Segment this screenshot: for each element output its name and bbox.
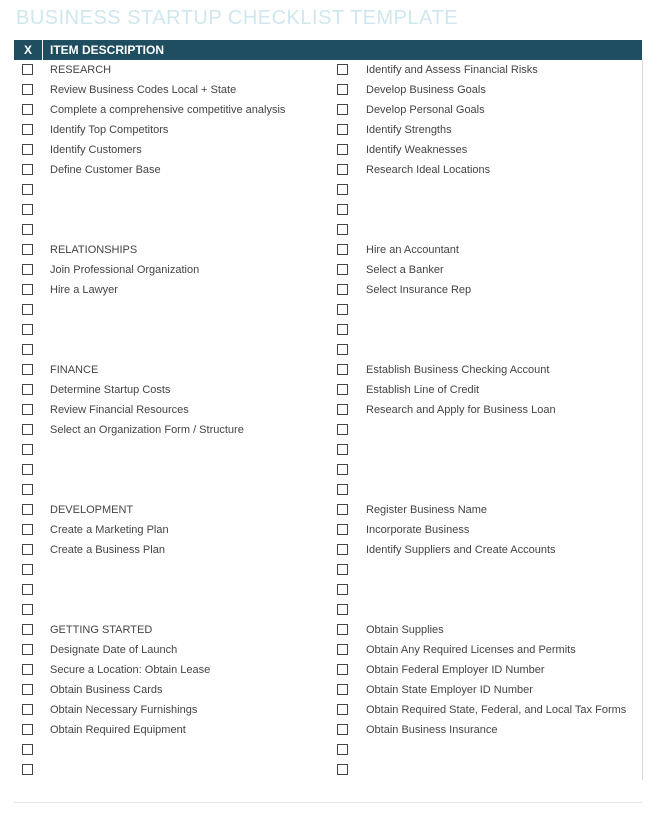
left-item-label: Review Business Codes Local + State [50, 84, 237, 96]
right-item-label: Obtain Required State, Federal, and Local Tax Forms [366, 704, 627, 716]
checklist-row [14, 300, 330, 320]
left-item-label: FINANCE [50, 364, 99, 376]
checklist-row [14, 680, 330, 700]
checkbox[interactable] [22, 544, 33, 555]
checkbox[interactable] [337, 724, 348, 735]
checklist-row [330, 320, 642, 340]
checkbox[interactable] [337, 164, 348, 175]
left-item-label: DEVELOPMENT [50, 504, 134, 516]
left-item-label: Obtain Necessary Furnishings [50, 704, 198, 716]
checklist-row [14, 180, 330, 200]
checkbox[interactable] [22, 584, 33, 595]
checklist-row [14, 740, 330, 760]
checkbox[interactable] [22, 384, 33, 395]
checkbox[interactable] [22, 624, 33, 635]
checkbox[interactable] [22, 764, 33, 775]
checklist-row [14, 340, 330, 360]
left-item-label: Identify Top Competitors [50, 124, 169, 136]
checklist-row [14, 540, 330, 560]
checklist-row [330, 60, 642, 80]
page-title: BUSINESS STARTUP CHECKLIST TEMPLATE [16, 7, 459, 29]
checklist-row [330, 400, 642, 420]
checkbox[interactable] [337, 384, 348, 395]
checklist-row [14, 580, 330, 600]
checkbox[interactable] [337, 664, 348, 675]
left-item-label: Create a Business Plan [50, 544, 165, 556]
header-item-description: ITEM DESCRIPTION [50, 43, 165, 57]
checkbox[interactable] [337, 564, 348, 575]
checklist-row [330, 580, 642, 600]
checkbox[interactable] [22, 504, 33, 515]
checkbox[interactable] [337, 244, 348, 255]
checkbox[interactable] [337, 224, 348, 235]
checklist-row [330, 340, 642, 360]
checklist-row [330, 760, 642, 780]
checkbox[interactable] [22, 684, 33, 695]
checkbox[interactable] [337, 184, 348, 195]
checkbox[interactable] [22, 604, 33, 615]
checkbox[interactable] [22, 644, 33, 655]
checkbox[interactable] [22, 484, 33, 495]
checklist-row [14, 660, 330, 680]
right-item-label: Establish Business Checking Account [366, 364, 550, 376]
checklist-row [14, 620, 330, 640]
checklist-row [14, 600, 330, 620]
checkbox[interactable] [22, 464, 33, 475]
checkbox[interactable] [337, 424, 348, 435]
checklist-row [14, 700, 330, 720]
checkbox[interactable] [22, 244, 33, 255]
right-item-label: Select Insurance Rep [366, 284, 472, 296]
right-item-label: Obtain Federal Employer ID Number [366, 664, 545, 676]
checkbox[interactable] [22, 524, 33, 535]
checklist-row [330, 620, 642, 640]
right-item-label: Obtain Any Required Licenses and Permits [366, 644, 576, 656]
checklist-row [330, 420, 642, 440]
checklist-row [330, 300, 642, 320]
right-item-label: Obtain Supplies [366, 624, 444, 636]
checklist-row [14, 100, 330, 120]
checklist-row [330, 740, 642, 760]
checklist-row [14, 560, 330, 580]
checklist-row [330, 160, 642, 180]
left-item-label: Obtain Required Equipment [50, 724, 186, 736]
checkbox[interactable] [337, 484, 348, 495]
checklist-row [330, 260, 642, 280]
checklist-row [330, 440, 642, 460]
checkbox[interactable] [337, 524, 348, 535]
checkbox[interactable] [22, 404, 33, 415]
checklist-row [330, 360, 642, 380]
checkbox[interactable] [22, 184, 33, 195]
checkbox[interactable] [337, 544, 348, 555]
checklist-row [330, 80, 642, 100]
checklist-row [330, 480, 642, 500]
checklist-row [330, 180, 642, 200]
right-item-label: Register Business Name [366, 504, 488, 516]
checklist-row [330, 600, 642, 620]
checklist-row [330, 680, 642, 700]
checkbox[interactable] [22, 424, 33, 435]
checklist-row [330, 460, 642, 480]
left-item-label: Select an Organization Form / Structure [50, 424, 244, 436]
checklist-row [330, 140, 642, 160]
checklist-row [14, 80, 330, 100]
checklist-row [14, 720, 330, 740]
checkbox[interactable] [337, 624, 348, 635]
checklist-right-column [330, 60, 643, 780]
checklist-row [330, 120, 642, 140]
checkbox[interactable] [337, 764, 348, 775]
checklist-row [14, 400, 330, 420]
checkbox[interactable] [337, 604, 348, 615]
checklist-row [14, 460, 330, 480]
checkbox[interactable] [22, 64, 33, 75]
left-item-label: Identify Customers [50, 144, 142, 156]
right-item-label: Develop Personal Goals [366, 104, 485, 116]
right-item-label: Identify Suppliers and Create Accounts [366, 544, 556, 556]
checkbox[interactable] [337, 144, 348, 155]
left-item-label: Hire a Lawyer [50, 284, 118, 296]
checkbox[interactable] [337, 704, 348, 715]
checklist-row [330, 720, 642, 740]
checkbox[interactable] [337, 504, 348, 515]
checkbox[interactable] [337, 304, 348, 315]
checkbox[interactable] [337, 444, 348, 455]
left-item-label: GETTING STARTED [50, 624, 153, 636]
header-check-column: X [14, 40, 43, 60]
checkbox[interactable] [22, 84, 33, 95]
checklist-row [14, 260, 330, 280]
checklist-row [330, 640, 642, 660]
checklist-row [14, 360, 330, 380]
left-item-label: Obtain Business Cards [50, 684, 163, 696]
table-header [14, 40, 642, 60]
checkbox[interactable] [22, 444, 33, 455]
checkbox[interactable] [22, 664, 33, 675]
checklist-row [330, 540, 642, 560]
bottom-divider [14, 802, 642, 803]
left-item-label: Determine Startup Costs [50, 384, 171, 396]
checklist-row [14, 760, 330, 780]
right-item-label: Establish Line of Credit [366, 384, 480, 396]
checkbox[interactable] [337, 404, 348, 415]
right-item-label: Research and Apply for Business Loan [366, 404, 556, 416]
checklist-row [14, 60, 330, 80]
right-item-label: Incorporate Business [366, 524, 470, 536]
left-item-label: Join Professional Organization [50, 264, 200, 276]
right-item-label: Research Ideal Locations [366, 164, 491, 176]
checklist-row [330, 200, 642, 220]
checkbox[interactable] [22, 164, 33, 175]
checklist-row [330, 660, 642, 680]
checkbox[interactable] [22, 144, 33, 155]
checklist-row [14, 440, 330, 460]
left-item-label: Designate Date of Launch [50, 644, 178, 656]
checkbox[interactable] [337, 364, 348, 375]
checkbox[interactable] [22, 204, 33, 215]
checklist-row [14, 240, 330, 260]
checklist-row [14, 160, 330, 180]
right-item-label: Develop Business Goals [366, 84, 486, 96]
checklist-row [330, 500, 642, 520]
checklist-row [330, 560, 642, 580]
checkbox[interactable] [22, 324, 33, 335]
checkbox[interactable] [337, 324, 348, 335]
left-item-label: Complete a comprehensive competitive analysis [50, 104, 286, 116]
checklist-row [14, 200, 330, 220]
checkbox[interactable] [22, 104, 33, 115]
left-item-label: RESEARCH [50, 64, 112, 76]
checklist-row [14, 380, 330, 400]
checkbox[interactable] [22, 124, 33, 135]
checkbox[interactable] [337, 64, 348, 75]
right-item-label: Select a Banker [366, 264, 444, 276]
checkbox[interactable] [337, 124, 348, 135]
right-item-label: Hire an Accountant [366, 244, 459, 256]
checkbox[interactable] [22, 264, 33, 275]
checkbox[interactable] [337, 84, 348, 95]
right-item-label: Identify Strengths [366, 124, 452, 136]
checkbox[interactable] [22, 344, 33, 355]
checklist-row [14, 640, 330, 660]
checklist-row [330, 380, 642, 400]
checklist-row [14, 420, 330, 440]
checkbox[interactable] [22, 724, 33, 735]
checklist-row [330, 280, 642, 300]
right-item-label: Obtain Business Insurance [366, 724, 498, 736]
checkbox[interactable] [337, 744, 348, 755]
checklist-row [330, 100, 642, 120]
checklist-row [330, 520, 642, 540]
checklist-row [14, 500, 330, 520]
right-item-label: Identify and Assess Financial Risks [366, 64, 538, 76]
checklist-row [14, 120, 330, 140]
checklist-row [14, 220, 330, 240]
checkbox[interactable] [337, 264, 348, 275]
right-item-label: Identify Weaknesses [366, 144, 468, 156]
left-item-label: Define Customer Base [50, 164, 161, 176]
checklist-row [330, 220, 642, 240]
checkbox[interactable] [22, 364, 33, 375]
checklist-row [14, 280, 330, 300]
checklist-row [330, 700, 642, 720]
checkbox[interactable] [337, 284, 348, 295]
checklist-left-column [14, 60, 330, 780]
left-item-label: Secure a Location: Obtain Lease [50, 664, 211, 676]
left-item-label: Create a Marketing Plan [50, 524, 169, 536]
checklist-row [330, 240, 642, 260]
checkbox[interactable] [337, 684, 348, 695]
checkbox[interactable] [22, 564, 33, 575]
checkbox[interactable] [337, 204, 348, 215]
checkbox[interactable] [22, 224, 33, 235]
left-item-label: RELATIONSHIPS [50, 244, 138, 256]
checklist-row [14, 140, 330, 160]
checklist-row [14, 480, 330, 500]
checkbox[interactable] [337, 344, 348, 355]
checkbox[interactable] [22, 284, 33, 295]
checkbox[interactable] [22, 304, 33, 315]
checkbox[interactable] [337, 104, 348, 115]
checkbox[interactable] [337, 464, 348, 475]
right-item-label: Obtain State Employer ID Number [366, 684, 533, 696]
checkbox[interactable] [22, 704, 33, 715]
checkbox[interactable] [22, 744, 33, 755]
checkbox[interactable] [337, 644, 348, 655]
left-item-label: Review Financial Resources [50, 404, 189, 416]
checkbox[interactable] [337, 584, 348, 595]
checklist-row [14, 520, 330, 540]
checklist-row [14, 320, 330, 340]
